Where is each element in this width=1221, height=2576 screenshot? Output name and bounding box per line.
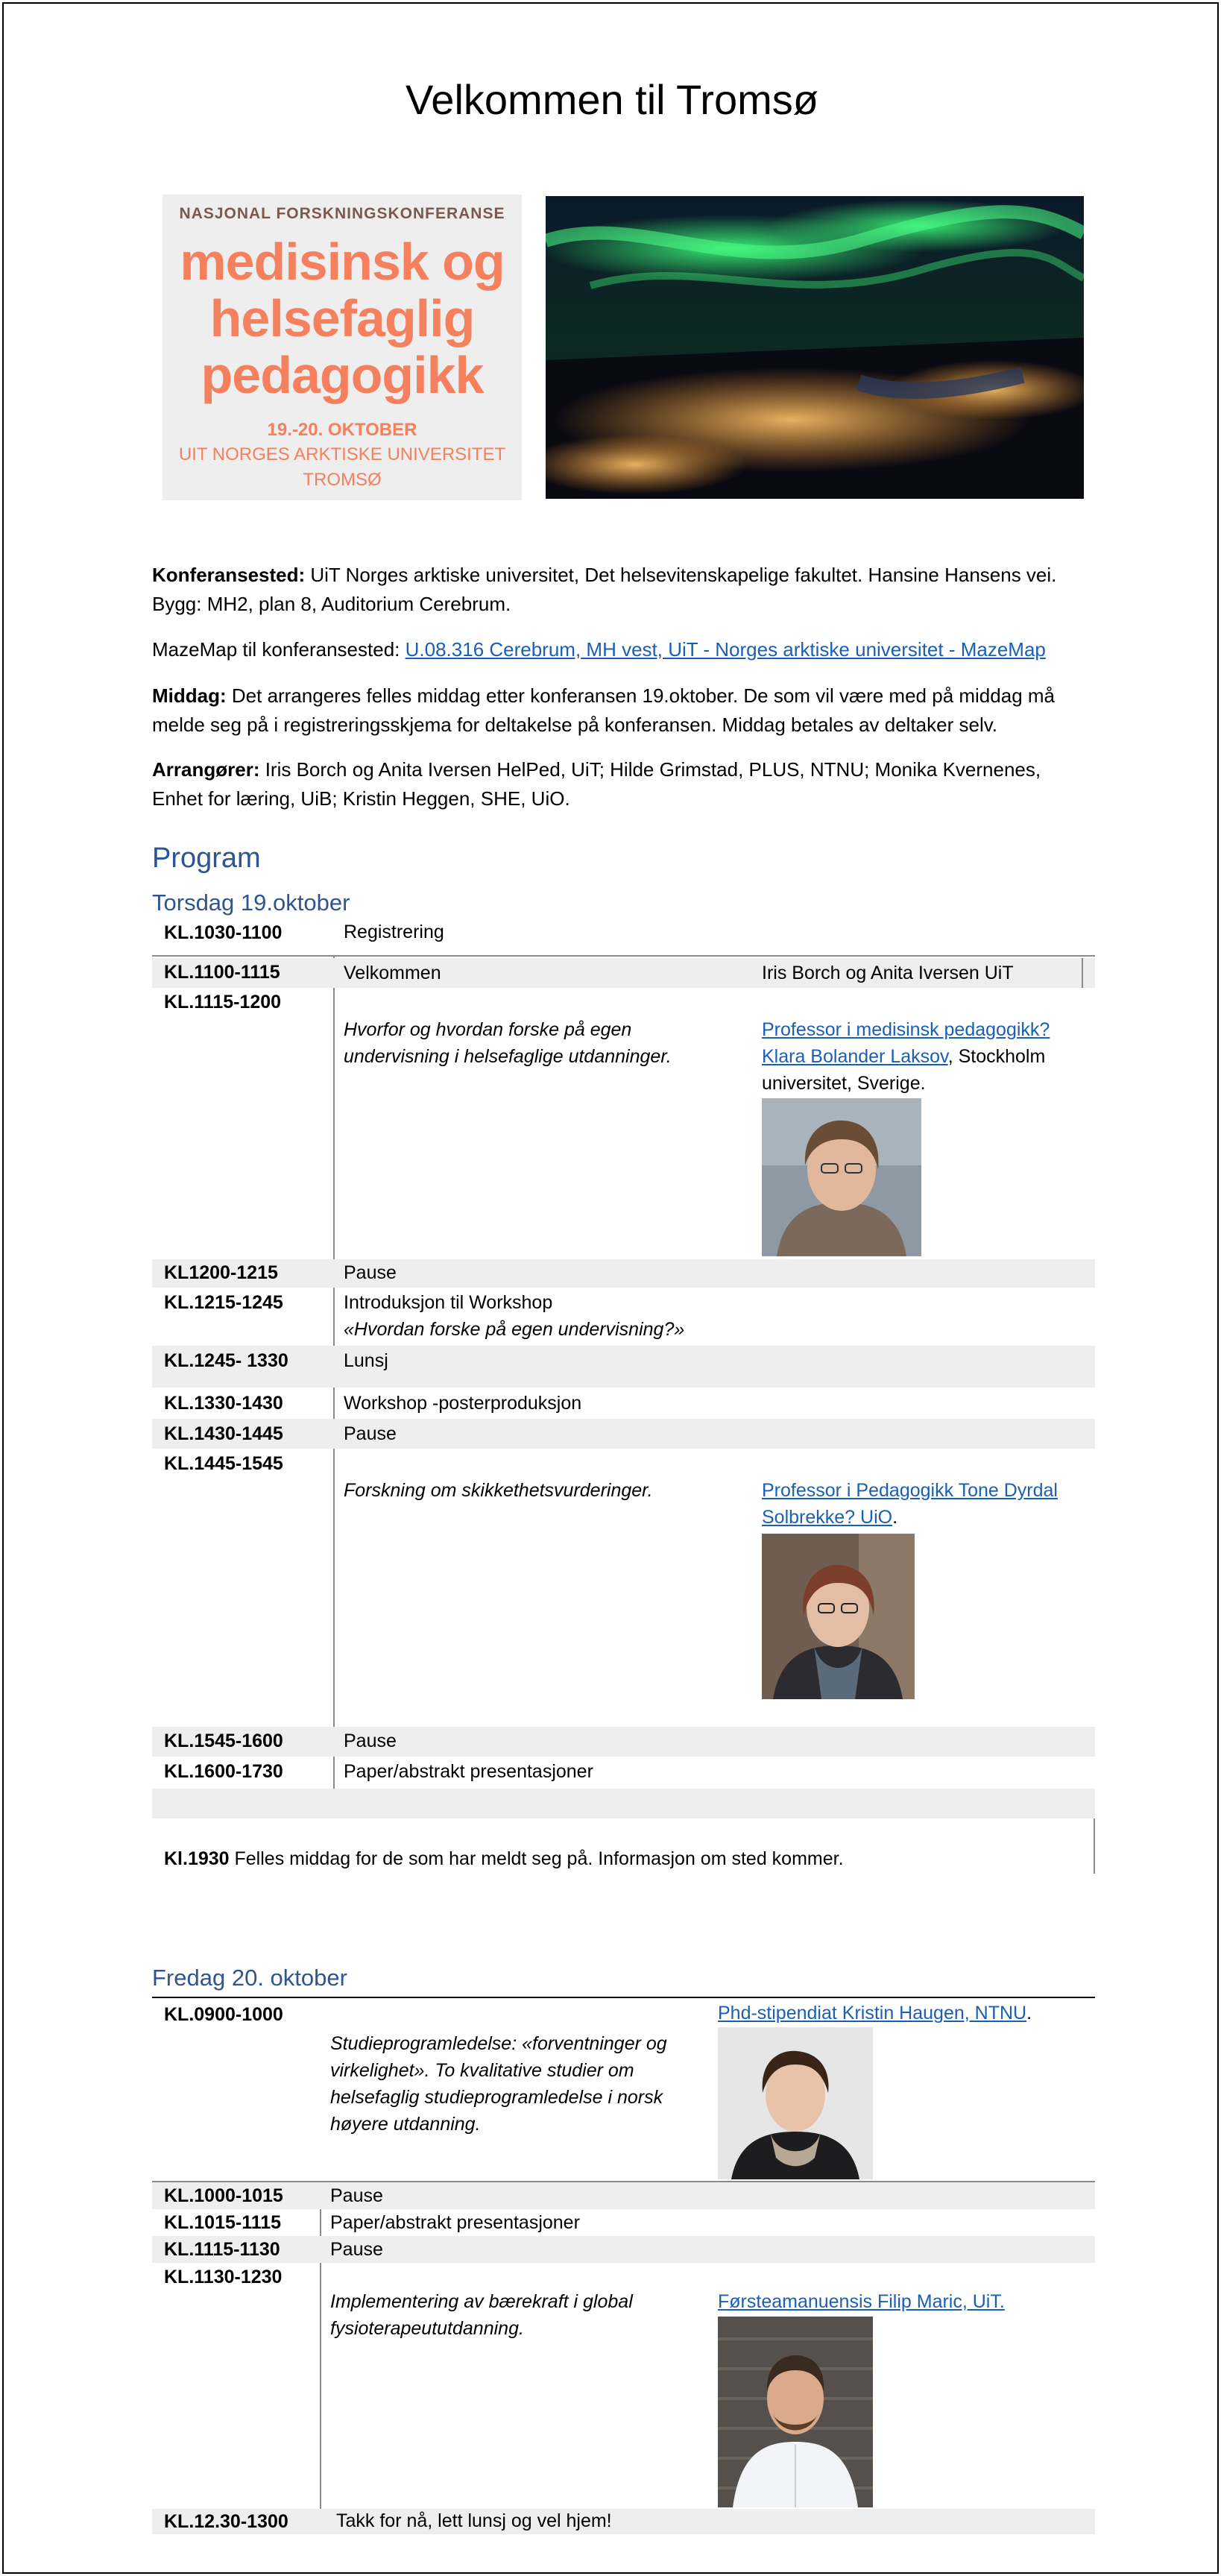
mazemap-paragraph <box>152 635 1095 664</box>
banner-line-6: UIT NORGES ARKTISKE UNIVERSITET <box>178 444 506 465</box>
day1-event-6: Lunsj <box>344 1350 388 1371</box>
northern-lights-photo <box>546 196 1084 499</box>
speaker-suffix: . <box>892 1507 898 1528</box>
day1-time-1: KL.1030-1100 <box>164 922 283 943</box>
day1-time-4: KL1200-1215 <box>164 1262 278 1283</box>
dinner-description: Felles middag for de som har meldt seg på. Informasjon om sted kommer. <box>229 1848 844 1869</box>
day1-event-7: Workshop -posterproduksjon <box>344 1393 582 1414</box>
day2-time-3: KL.1015-1115 <box>164 2212 282 2233</box>
portrait-illustration <box>718 2027 873 2179</box>
day2-event-4: Pause <box>330 2239 383 2260</box>
speaker-link-kristin[interactable]: Phd-stipendiat Kristin Haugen, NTNU <box>718 2003 1027 2024</box>
dinner-time: Kl.1930 <box>164 1848 230 1869</box>
day2-speaker-5 <box>718 2288 1005 2315</box>
day1-event-8: Pause <box>344 1423 397 1444</box>
day2-time-2: KL.1000-1015 <box>164 2185 283 2206</box>
row-shade <box>152 2509 1095 2534</box>
day1-heading: Torsdag 19.oktober <box>152 889 350 916</box>
dinner-text: Det arrangeres felles middag etter konferansen 19.oktober. De som vil være med på middag må melde seg på i registreringsskjema for deltakelse på konferansen. Middag betales av deltaker selv. <box>152 684 1055 736</box>
venue-label: Konferansested: <box>152 564 306 586</box>
day1-time-5: KL.1215-1245 <box>164 1292 283 1313</box>
banner-title <box>163 233 522 403</box>
program-heading: Program <box>152 843 261 874</box>
day2-time-6: KL.12.30-1300 <box>164 2511 288 2532</box>
day1-event-5-sub: «Hvordan forske på egen undervisning?» <box>344 1319 685 1340</box>
row-shade <box>152 2236 1095 2263</box>
day1-event-4: Pause <box>344 1262 397 1283</box>
speaker-link-professor[interactable]: Professor i medisinsk pedagogikk? <box>762 1019 1050 1040</box>
day2-speaker-1 <box>718 2000 1032 2027</box>
day1-event-2: Velkommen <box>344 963 441 983</box>
day2-heading: Fredag 20. oktober <box>152 1965 347 1991</box>
row-border <box>1082 958 1083 988</box>
day1-speaker-9 <box>762 1477 1090 1531</box>
column-divider <box>320 2181 321 2533</box>
portrait-illustration <box>762 1534 915 1699</box>
day1-time-9: KL.1445-1545 <box>164 1453 283 1474</box>
banner-line-3: helsefaglig <box>209 289 475 347</box>
day2-event-5: Implementering av bærekraft i global fysioterapeututdanning. <box>330 2291 633 2339</box>
row-shade <box>152 1789 1095 1818</box>
portrait-illustration <box>718 2317 873 2507</box>
day1-time-10: KL.1545-1600 <box>164 1731 283 1751</box>
mazemap-link[interactable]: U.08.316 Cerebrum, MH vest, UiT - Norges arktiske universitet - MazeMap <box>405 638 1046 661</box>
day2-event-1: Studieprogramledelse: «forventninger og virkelighet». To kvalitative studier om helsefaglig studieprogramledelse i norsk høyere utdanning. <box>330 2033 667 2135</box>
day2-time-1: KL.0900-1000 <box>164 2004 283 2025</box>
day1-time-3: KL.1115-1200 <box>164 992 282 1013</box>
row-shade <box>152 1346 1095 1388</box>
speaker-portrait-filip <box>718 2317 873 2507</box>
row-border <box>1094 1818 1095 1874</box>
banner-line-5: 19.-20. OKTOBER <box>267 420 417 440</box>
table-top-border <box>152 1997 1095 1998</box>
mazemap-label: MazeMap til konferansested: <box>152 638 406 661</box>
dinner-label: Middag: <box>152 684 227 707</box>
speaker-affiliation: , Stockholm universitet, Sverige. <box>762 1046 1046 1094</box>
speaker-suffix: . <box>1026 2003 1032 2024</box>
organizers-paragraph <box>152 755 1095 813</box>
day1-dinner <box>164 1845 844 1872</box>
day1-event-11: Paper/abstrakt presentasjoner <box>344 1761 593 1782</box>
day1-time-6: KL.1245- 1330 <box>164 1350 288 1371</box>
organizers-label: Arrangører: <box>152 758 260 781</box>
day1-time-7: KL.1330-1430 <box>164 1393 283 1414</box>
day2-time-5: KL.1130-1230 <box>164 2267 283 2287</box>
speaker-link-klara[interactable]: Klara Bolander Laksov <box>762 1046 948 1067</box>
row-shade <box>152 1259 1095 1288</box>
venue-text: UiT Norges arktiske universitet, Det helsevitenskapelige fakultet. Hansine Hansens vei. Bygg: MH2, plan 8, Auditorium Cerebrum. <box>152 564 1057 615</box>
conference-banner <box>163 195 522 500</box>
document-page <box>2 2 1219 2574</box>
dinner-paragraph <box>152 681 1095 740</box>
day2-event-3: Paper/abstrakt presentasjoner <box>330 2212 580 2233</box>
day1-event-5: Introduksjon til Workshop <box>344 1292 553 1313</box>
day2-event-6: Takk for nå, lett lunsj og vel hjem! <box>336 2510 612 2531</box>
speaker-link-tone[interactable]: Professor i Pedagogikk Tone Dyrdal <box>762 1480 1058 1501</box>
day2-time-4: KL.1115-1130 <box>164 2239 280 2260</box>
table-divider <box>152 955 1095 957</box>
day1-speaker-3 <box>762 1016 1090 1097</box>
day1-speaker-2: Iris Borch og Anita Iversen UiT <box>762 963 1014 983</box>
banner-line-4: pedagogikk <box>201 346 484 404</box>
speaker-portrait-tone <box>762 1534 915 1699</box>
page-title: Velkommen til Tromsø <box>406 76 818 123</box>
day1-event-10: Pause <box>344 1731 397 1751</box>
organizers-text: Iris Borch og Anita Iversen HelPed, UiT; Hilde Grimstad, PLUS, NTNU; Monika Kvernenes, Enhet for læring, UiB; Kristin Heggen, SHE, UiO. <box>152 758 1041 810</box>
banner-line-2: medisinsk og <box>180 233 505 291</box>
banner-line-1: NASJONAL FORSKNINGSKONFERANSE <box>179 205 505 222</box>
speaker-portrait-kristin <box>718 2027 873 2179</box>
day1-time-2: KL.1100-1115 <box>164 962 280 983</box>
portrait-illustration <box>762 1098 921 1256</box>
row-shade <box>152 1727 1095 1757</box>
speaker-link-filip[interactable]: Førsteamanuensis Filip Maric, UiT. <box>718 2291 1005 2312</box>
day1-event-1: Registrering <box>344 922 444 942</box>
aurora-illustration <box>546 196 1084 499</box>
day1-event-9: Forskning om skikkethetsvurderinger. <box>344 1480 653 1501</box>
row-shade <box>152 2182 1095 2209</box>
banner-line-7: TROMSØ <box>303 470 382 490</box>
venue-paragraph <box>152 561 1095 619</box>
speaker-portrait-klara <box>762 1098 921 1256</box>
day1-event-3: Hvorfor og hvordan forske på egen undervisning i helsefaglige utdanninger. <box>344 1019 672 1067</box>
day1-time-8: KL.1430-1445 <box>164 1423 283 1444</box>
row-shade <box>152 1419 1095 1449</box>
day2-event-2: Pause <box>330 2185 383 2206</box>
speaker-link-solbrekke[interactable]: Solbrekke? UiO <box>762 1507 893 1528</box>
day1-time-11: KL.1600-1730 <box>164 1761 283 1782</box>
